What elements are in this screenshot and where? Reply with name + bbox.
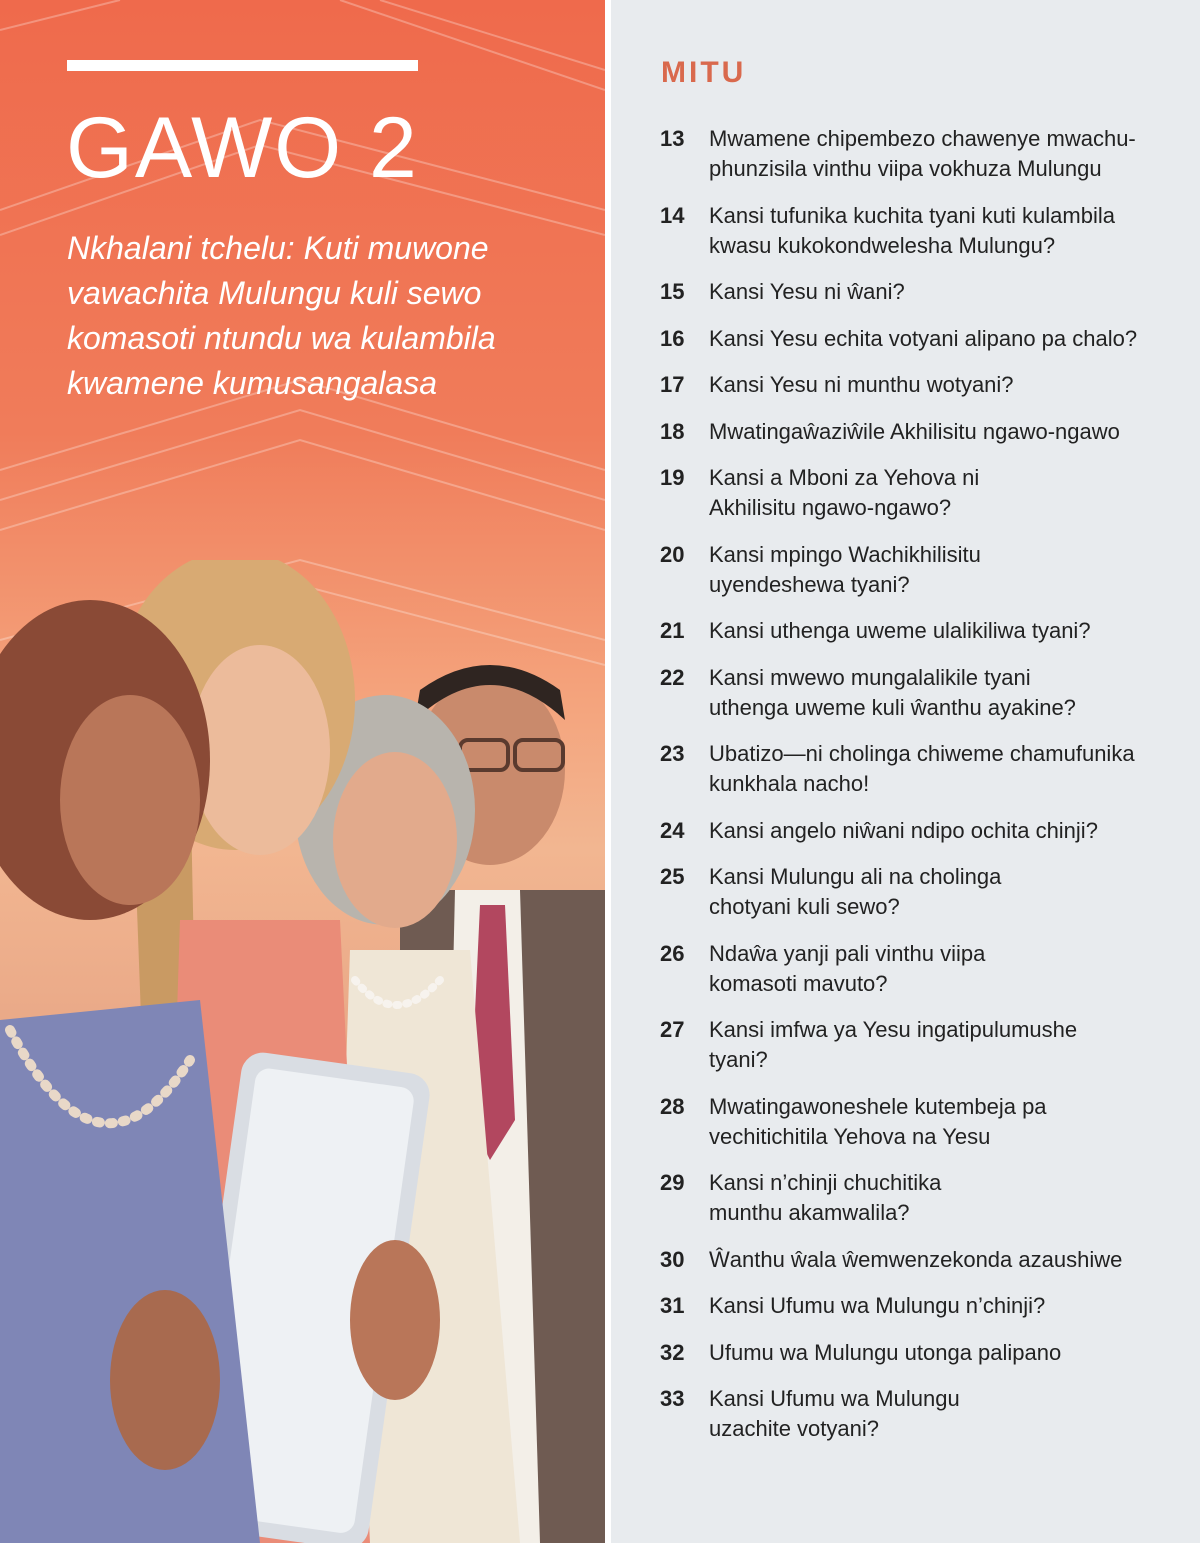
chapter-title: Kansi uthenga uweme ulalikiliwa tyani? [709, 618, 1091, 643]
toc-item[interactable] [660, 939, 1195, 999]
toc-item[interactable] [660, 816, 1195, 846]
chapter-number: 22 [660, 664, 685, 690]
chapter-number: 17 [660, 372, 685, 397]
chapter-number: 27 [660, 1017, 685, 1042]
chapter-title: Ufumu wa Mulungu utonga palipano [709, 1339, 1062, 1365]
chapter-title: Ubatizo—ni cholinga chiweme chamufunika kunkhala nacho! [709, 741, 1135, 796]
toc-item[interactable] [660, 1245, 1195, 1275]
chapter-number: 23 [660, 741, 685, 766]
toc-item[interactable] [660, 862, 1195, 922]
chapter-title: Ndaŵa yanji pali vinthu viipa komasoti mavuto? [709, 940, 986, 996]
chapter-title: Kansi Yesu ni ŵani? [709, 279, 905, 304]
chapter-number: 28 [660, 1093, 685, 1119]
toc-item[interactable] [660, 277, 1195, 307]
chapter-number: 29 [660, 1170, 685, 1195]
toc-panel [611, 0, 1200, 1543]
toc-item[interactable] [660, 324, 1195, 354]
toc-item[interactable] [660, 540, 1195, 600]
toc-item[interactable] [660, 124, 1195, 184]
toc-item[interactable] [660, 739, 1195, 799]
chapter-number: 30 [660, 1246, 685, 1272]
chapter-number: 25 [660, 864, 685, 889]
chapter-title: Mwatingawoneshele kutembeja pa vechitichitila Yehova na Yesu [709, 1093, 1047, 1149]
chapter-title: Mwatingaŵaziŵile Akhilisitu ngawo-ngawo [709, 418, 1120, 444]
chapter-title: Kansi a Mboni za Yehova ni Akhilisitu ngawo-ngawo? [709, 465, 980, 520]
chapter-title: Kansi imfwa ya Yesu ingatipulumushe tyani? [709, 1017, 1078, 1072]
section-subtitle: Nkhalani tchelu: Kuti muwone vawachita Mulungu kuli sewo komasoti ntundu wa kulambila kwamene kumusangalasa [67, 230, 496, 401]
toc-title: MITU [661, 56, 747, 89]
toc-item[interactable] [660, 1338, 1195, 1368]
chapter-title: Kansi angelo niŵani ndipo ochita chinji? [709, 817, 1098, 843]
toc-item[interactable] [660, 616, 1195, 646]
chapter-title: Kansi Yesu ni munthu wotyani? [709, 372, 1014, 397]
chapter-number: 18 [660, 418, 685, 444]
chapter-title: Kansi tufunika kuchita tyani kuti kulambila kwasu kukokondwelesha Mulungu? [709, 202, 1115, 258]
toc-list [660, 124, 1195, 1461]
people-praising-illustration [0, 560, 605, 1543]
chapter-number: 15 [660, 279, 685, 304]
chapter-number: 21 [660, 618, 685, 643]
chapter-number: 31 [660, 1293, 685, 1318]
chapter-title: Kansi mwewo mungalalikile tyani uthenga uweme kuli ŵanthu ayakine? [709, 664, 1076, 720]
chapter-number: 13 [660, 126, 685, 151]
chapter-title: Kansi mpingo Wachikhilisitu uyendeshewa tyani? [709, 541, 981, 597]
chapter-number: 32 [660, 1339, 685, 1365]
chapter-number: 14 [660, 202, 685, 228]
chapter-number: 24 [660, 817, 685, 843]
toc-item[interactable] [660, 1015, 1195, 1075]
chapter-title: Kansi Yesu echita votyani alipano pa chalo? [709, 325, 1138, 351]
chapter-number: 19 [660, 465, 685, 490]
toc-item[interactable] [660, 1384, 1195, 1444]
toc-item[interactable] [660, 370, 1195, 400]
toc-item[interactable] [660, 463, 1195, 523]
toc-item[interactable] [660, 1291, 1195, 1321]
chapter-title: Kansi n’chinji chuchitika munthu akamwalila? [709, 1170, 942, 1225]
chapter-number: 26 [660, 940, 685, 966]
toc-item[interactable] [660, 1168, 1195, 1228]
heading-rule [67, 60, 418, 71]
chapter-title: Kansi Mulungu ali na cholinga chotyani kuli sewo? [709, 864, 1002, 919]
toc-item[interactable] [660, 1092, 1195, 1152]
chapter-title: Kansi Ufumu wa Mulungu uzachite votyani? [709, 1386, 960, 1441]
section-heading: GAWO 2 [66, 100, 419, 196]
toc-item[interactable] [660, 663, 1195, 723]
toc-item[interactable] [660, 201, 1195, 261]
chapter-number: 20 [660, 541, 685, 567]
chapter-title: Kansi Ufumu wa Mulungu n’chinji? [709, 1293, 1046, 1318]
chapter-title: Mwamene chipembezo chawenye mwachu- phunzisila vinthu viipa vokhuza Mulungu [709, 126, 1136, 181]
chapter-number: 33 [660, 1386, 685, 1411]
chapter-title: Ŵanthu ŵala ŵemwenzekonda azaushiwe [709, 1246, 1123, 1272]
toc-item[interactable] [660, 417, 1195, 447]
chapter-number: 16 [660, 325, 685, 351]
